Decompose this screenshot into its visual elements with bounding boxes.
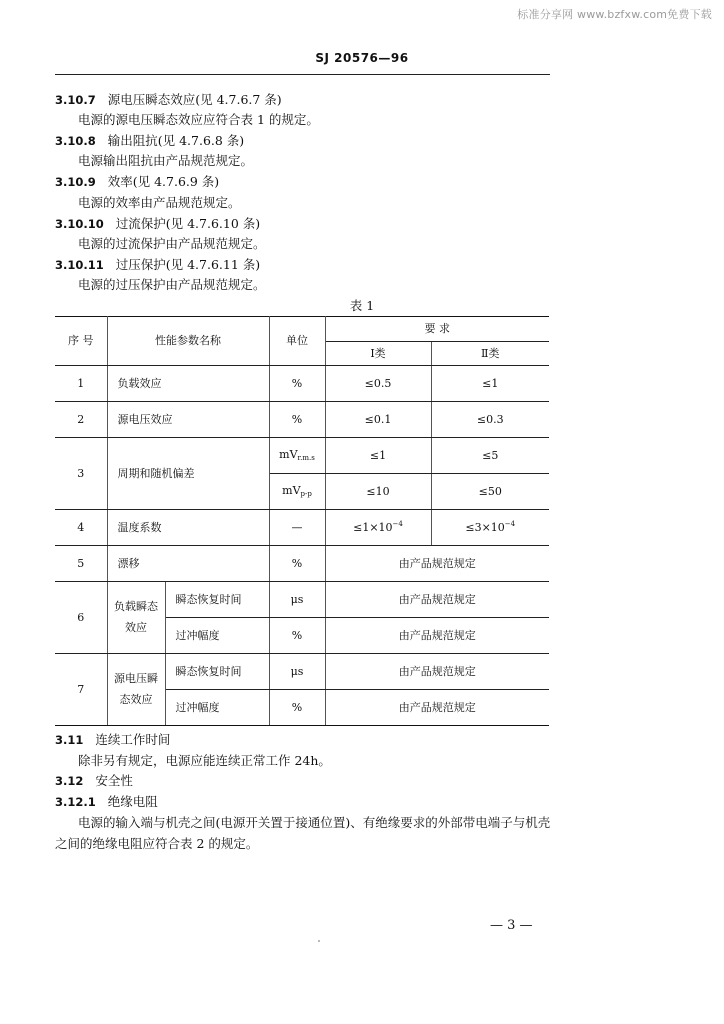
- section-title: 连续工作时间: [95, 732, 171, 747]
- section-number: 3.12.1: [55, 795, 96, 809]
- value-exponent: −4: [392, 520, 403, 529]
- row-requirement: 由产品规范规定: [325, 618, 549, 654]
- table-row: [55, 366, 549, 402]
- section-3-10-9-body: 电源的效率由产品规范规定。: [78, 195, 241, 210]
- row-sub-param: 过冲幅度: [165, 618, 269, 654]
- section-title: 绝缘电阻: [107, 794, 158, 809]
- section-3-10-10-heading: [55, 214, 260, 232]
- section-3-11-heading: [55, 730, 170, 748]
- section-3-12-heading: [55, 771, 133, 789]
- row-sub-param: 过冲幅度: [165, 690, 269, 726]
- row-param-name: 源电压效应: [107, 402, 269, 438]
- scan-speck: [318, 940, 320, 942]
- header-class-1: Ⅰ类: [325, 342, 431, 366]
- unit-main: mV: [282, 484, 301, 498]
- row-requirement: 由产品规范规定: [325, 546, 549, 582]
- section-3-12-1-body-line-2: 之间的绝缘电阻应符合表 2 的规定。: [55, 836, 259, 851]
- section-3-10-11-heading: [55, 255, 260, 273]
- section-title: 效率(见 4.7.6.9 条): [107, 174, 220, 189]
- table-title: 表 1: [349, 298, 375, 313]
- section-number: 3.11: [55, 733, 84, 747]
- section-number: 3.10.8: [55, 134, 96, 148]
- section-3-10-8-body: 电源输出阻抗由产品规范规定。: [78, 153, 254, 168]
- section-title: 过压保护(见 4.7.6.11 条): [115, 257, 261, 272]
- section-title: 输出阻抗(见 4.7.6.8 条): [107, 133, 245, 148]
- table-row: [55, 654, 549, 690]
- row-class-1-value: ≤0.1: [325, 402, 431, 438]
- page-number: — 3 —: [490, 918, 533, 933]
- header-rule: [55, 74, 550, 75]
- row-unit: %: [269, 690, 325, 726]
- row-class-2-value: ≤1: [431, 366, 549, 402]
- row-seq: 3: [55, 438, 107, 510]
- row-class-1-value: [325, 510, 431, 546]
- row-param-name: 负载效应: [107, 366, 269, 402]
- header-seq: 序 号: [55, 317, 107, 366]
- section-title: 安全性: [95, 773, 133, 788]
- row-param-name: 温度系数: [107, 510, 269, 546]
- row-unit: —: [269, 510, 325, 546]
- row-requirement: 由产品规范规定: [325, 654, 549, 690]
- row-unit: %: [269, 546, 325, 582]
- row-requirement: 由产品规范规定: [325, 582, 549, 618]
- section-3-10-7-heading: [55, 90, 282, 108]
- section-3-10-9-heading: [55, 172, 219, 190]
- section-3-10-10-body: 电源的过流保护由产品规范规定。: [78, 236, 266, 251]
- spec-table: [55, 316, 549, 726]
- row-seq: 7: [55, 654, 107, 726]
- section-number: 3.10.9: [55, 175, 96, 189]
- row-class-1-value: ≤10: [325, 474, 431, 510]
- watermark-text: 标准分享网 www.bzfxw.com免费下载: [517, 8, 712, 21]
- section-3-10-7-body: 电源的源电压瞬态效应应符合表 1 的规定。: [78, 112, 319, 127]
- row-unit: %: [269, 402, 325, 438]
- row-param-name: 周期和随机偏差: [107, 438, 269, 510]
- row-param-name: 漂移: [107, 546, 269, 582]
- document-id: SJ 20576—96: [315, 51, 409, 65]
- row-unit: %: [269, 366, 325, 402]
- table-row: [55, 438, 549, 474]
- header-class-2: Ⅱ类: [431, 342, 549, 366]
- row-param-group: 源电压瞬态效应: [107, 654, 165, 726]
- row-class-1-value: ≤1: [325, 438, 431, 474]
- section-number: 3.10.11: [55, 258, 104, 272]
- row-seq: 2: [55, 402, 107, 438]
- header-requirements: 要 求: [325, 317, 549, 342]
- row-unit: μs: [269, 582, 325, 618]
- unit-main: mV: [279, 448, 298, 462]
- row-class-2-value: ≤50: [431, 474, 549, 510]
- row-unit: %: [269, 618, 325, 654]
- value-base: ≤1×10: [353, 521, 393, 535]
- row-seq: 1: [55, 366, 107, 402]
- value-exponent: −4: [504, 520, 516, 529]
- row-class-2-value: ≤0.3: [431, 402, 549, 438]
- section-title: 过流保护(见 4.7.6.10 条): [115, 216, 261, 231]
- row-class-1-value: ≤0.5: [325, 366, 431, 402]
- value-base: ≤3×10: [465, 521, 505, 535]
- row-class-2-value: ≤5: [431, 438, 549, 474]
- row-sub-param: 瞬态恢复时间: [165, 582, 269, 618]
- section-3-10-8-heading: [55, 131, 244, 149]
- table-row: [55, 402, 549, 438]
- unit-subscript: p-p: [300, 490, 312, 499]
- section-title: 源电压瞬态效应(见 4.7.6.7 条): [107, 92, 282, 107]
- section-3-10-11-body: 电源的过压保护由产品规范规定。: [78, 277, 266, 292]
- table-row: [55, 510, 549, 546]
- section-number: 3.12: [55, 774, 84, 788]
- row-seq: 4: [55, 510, 107, 546]
- section-3-12-1-heading: [55, 792, 158, 810]
- row-unit: μs: [269, 654, 325, 690]
- unit-subscript: r.m.s: [297, 454, 315, 463]
- row-param-group: 负载瞬态效应: [107, 582, 165, 654]
- section-3-12-1-body-line-1: 电源的输入端与机壳之间(电源开关置于接通位置)、有绝缘要求的外部带电端子与机壳: [78, 815, 551, 830]
- row-class-2-value: [431, 510, 549, 546]
- section-number: 3.10.10: [55, 217, 104, 231]
- table-row: [55, 582, 549, 618]
- table-row: [55, 546, 549, 582]
- row-seq: 6: [55, 582, 107, 654]
- row-sub-param: 瞬态恢复时间: [165, 654, 269, 690]
- header-unit: 单位: [269, 317, 325, 366]
- row-seq: 5: [55, 546, 107, 582]
- section-number: 3.10.7: [55, 93, 96, 107]
- section-3-11-body: 除非另有规定，电源应能连续正常工作 24h。: [78, 753, 331, 768]
- row-unit-pp: [269, 474, 325, 510]
- header-param: 性能参数名称: [107, 317, 269, 366]
- row-unit-rms: [269, 438, 325, 474]
- row-requirement: 由产品规范规定: [325, 690, 549, 726]
